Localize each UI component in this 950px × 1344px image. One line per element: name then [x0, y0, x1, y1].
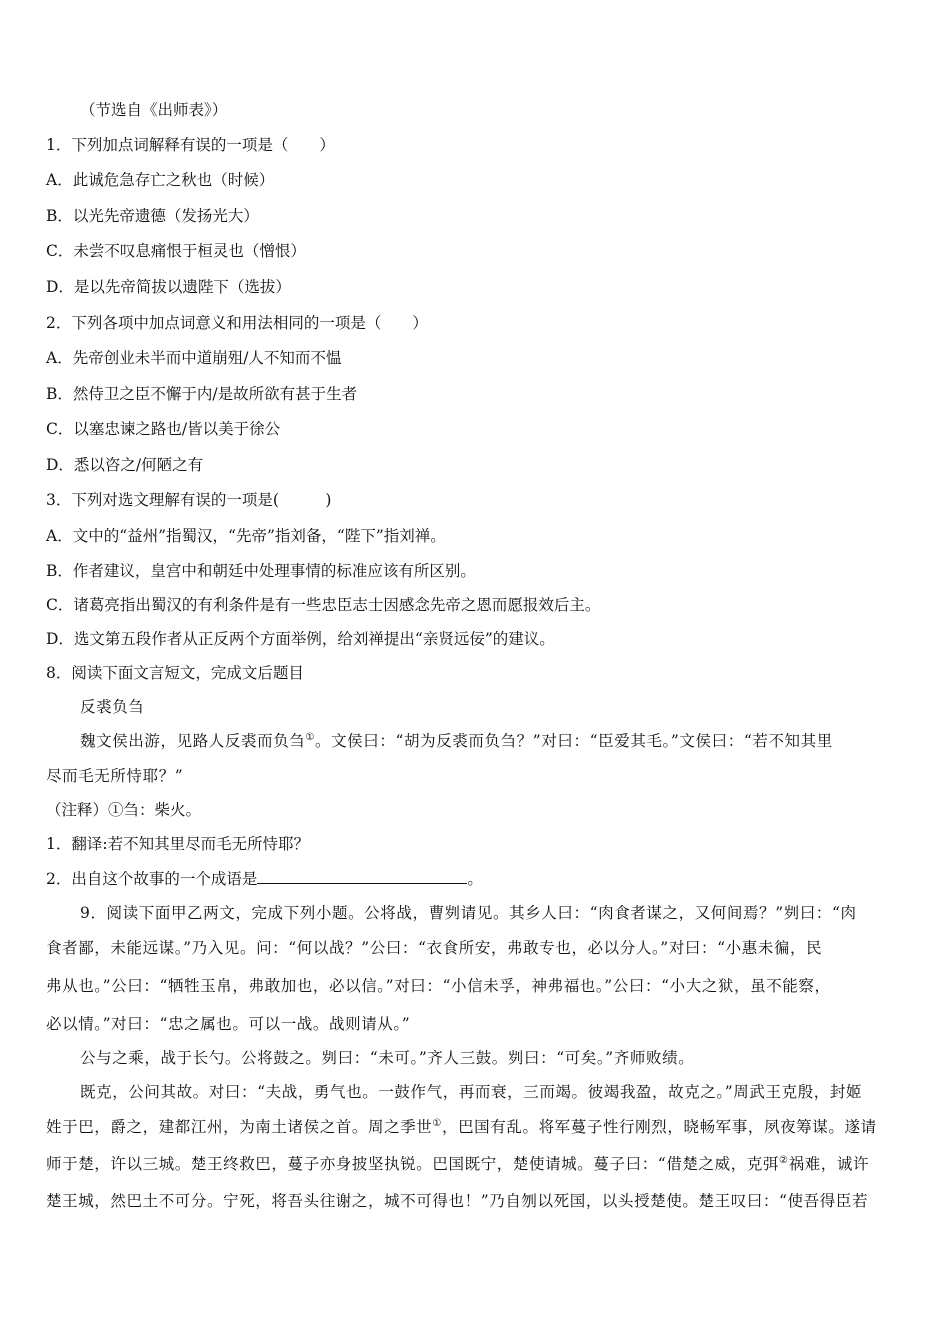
q8-passage-title: 反裘负刍 [80, 698, 145, 716]
q9-line-8-text: 师于楚，许以三城。楚王终救巴，蔓子亦身披坚执锐。巴国既宁，楚使请城。蔓子曰：“借楚之威，克弭 [46, 1155, 780, 1173]
q2-option-d: D．悉以咨之/何陋之有 [46, 456, 204, 474]
q3-option-b: B．作者建议，皇宫中和朝廷中处理事情的标准应该有所区别。 [46, 562, 476, 580]
q8-sub-question-2-end: 。 [467, 870, 483, 888]
q1-option-a: A．此诚危急存亡之秋也（时候） [46, 171, 275, 189]
q3-stem: 3．下列对选文理解有误的一项是( ) [46, 491, 332, 509]
q9-line-9: 楚王城，然巴土不可分。宁死，将吾头往谢之，城不可得也！”乃自刎以死国，以头授楚使。楚王叹曰：“使吾得臣若 [46, 1192, 869, 1210]
q2-option-a: A．先帝创业未半而中道崩殂/人不知而不愠 [46, 349, 342, 367]
q2-stem: 2．下列各项中加点词意义和用法相同的一项是（ ） [46, 314, 428, 332]
q8-annotation: （注释）①刍：柴火。 [46, 801, 202, 819]
q8-sub-question-2 [46, 868, 483, 889]
footnote-marker: ② [779, 1154, 789, 1166]
q1-option-d: D．是以先帝简拔以遗陛下（选拔） [46, 278, 291, 296]
q8-sub-question-2-text: 2．出自这个故事的一个成语是 [46, 870, 258, 888]
q8-passage-line-1 [80, 731, 833, 751]
q9-line-1: 9．阅读下面甲乙两文，完成下列小题。公将战，曹刿请见。其乡人曰：“肉食者谋之，又何间焉？”刿曰：“肉 [80, 904, 857, 922]
q8-passage-text: 魏文侯出游，见路人反裘而负刍 [80, 732, 306, 750]
q2-option-b: B．然侍卫之臣不懈于内/是故所欲有甚于生者 [46, 385, 358, 403]
q9-line-8-text: 祸难，诚许 [788, 1155, 870, 1173]
q9-line-2: 食者鄙，未能远谋。”乃入见。问：“何以战？”公曰：“衣食所安，弗敢专也，必以分人。”对曰：“小惠未徧，民 [46, 939, 823, 957]
q9-line-7-text: 姓于巴，爵之，建都江州，为南土诸侯之首。周之季世 [46, 1118, 433, 1136]
q9-line-6: 既克，公问其故。对曰：“夫战，勇气也。一鼓作气，再而衰，三而竭。彼竭我盈，故克之。”周武王克殷，封姬 [80, 1083, 863, 1101]
q9-line-7-text: ，巴国有乱。将军蔓子性行刚烈，晓畅军事，夙夜筹谋。遂请 [441, 1118, 877, 1136]
q2-option-c: C．以塞忠谏之路也/皆以美于徐公 [46, 420, 281, 438]
q3-option-a: A．文中的“益州”指蜀汉，“先帝”指刘备，“陛下”指刘禅。 [46, 527, 446, 545]
q8-sub-question-1: 1．翻译:若不知其里尽而毛无所恃耶？ [46, 835, 310, 853]
footnote-marker: ① [432, 1117, 442, 1129]
q9-line-3: 弗从也。”公曰：“牺牲玉帛，弗敢加也，必以信。”对曰：“小信未孚，神弗福也。”公曰：“小大之狱，虽不能察， [46, 977, 831, 995]
q1-option-c: C．未尝不叹息痛恨于桓灵也（憎恨） [46, 242, 306, 260]
q9-line-7 [46, 1117, 877, 1137]
q1-stem: 1．下列加点词解释有误的一项是（ ） [46, 136, 335, 154]
q8-passage-line-2: 尽而毛无所恃耶？” [46, 767, 184, 785]
q3-option-c: C．诸葛亮指出蜀汉的有利条件是有一些忠臣志士因感念先帝之恩而愿报效后主。 [46, 596, 601, 614]
q9-line-8 [46, 1154, 869, 1174]
q9-line-5: 公与之乘，战于长勺。公将鼓之。刿曰：“未可。”齐人三鼓。刿曰：“可矣。”齐师败绩。 [80, 1049, 695, 1067]
q8-passage-text: 。文侯曰：“胡为反裘而负刍？”对曰：“臣爱其毛。”文侯曰：“若不知其里 [314, 732, 833, 750]
q8-stem: 8．阅读下面文言短文，完成文后题目 [46, 664, 304, 682]
footnote-marker: ① [305, 731, 315, 743]
q3-option-d: D．选文第五段作者从正反两个方面举例，给刘禅提出“亲贤远佞”的建议。 [46, 630, 555, 648]
source-note: （节选自《出师表》） [80, 101, 228, 119]
q9-line-4: 必以情。”对曰：“忠之属也。可以一战。战则请从。” [46, 1015, 411, 1033]
q1-option-b: B．以光先帝遗德（发扬光大） [46, 207, 259, 225]
answer-blank[interactable] [257, 868, 467, 884]
